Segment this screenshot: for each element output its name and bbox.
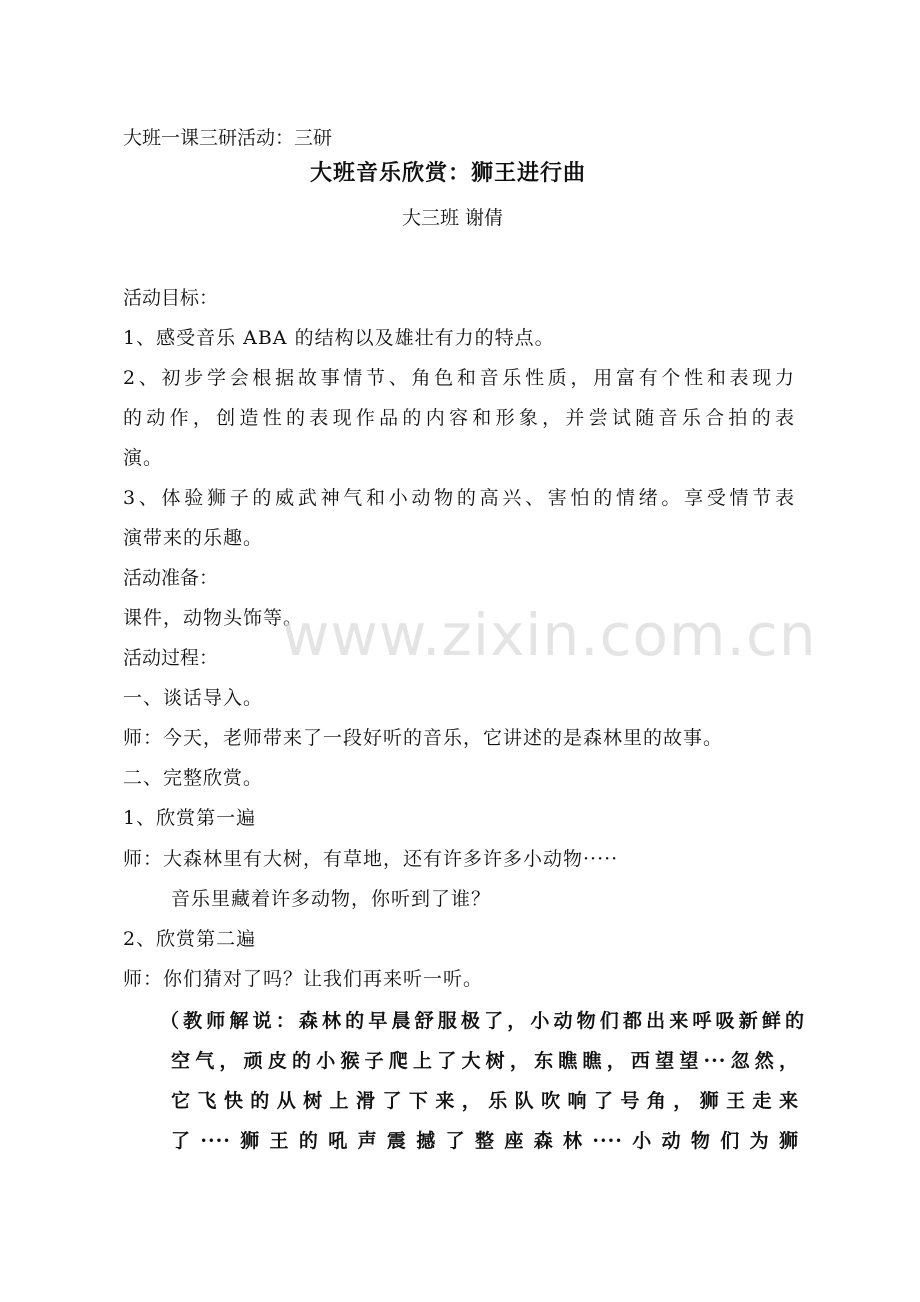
goal-2-line-3: 演。 xyxy=(123,447,164,469)
narration-line-4: 了····狮王的吼声震撼了整座森林····小动物们为狮 xyxy=(171,1130,799,1152)
listen-1: 1、欣赏第一遍 xyxy=(123,807,257,829)
series-label: 大班一课三研活动：三研 xyxy=(123,127,333,149)
narration-line-3: 它飞快的从树上滑了下来，乐队吹响了号角，狮王走来 xyxy=(171,1090,799,1112)
goal-1: 1、感受音乐 ABA 的结构以及雄壮有力的特点。 xyxy=(123,327,555,349)
step-2: 二、完整欣赏。 xyxy=(123,767,264,789)
step-1-teacher-line: 师：今天，老师带来了一段好听的音乐，它讲述的是森林里的故事。 xyxy=(123,727,724,749)
author-line: 大三班 谢倩 xyxy=(402,207,504,229)
document-title: 大班音乐欣赏：狮王进行曲 xyxy=(310,161,587,186)
process-heading: 活动过程： xyxy=(123,647,219,669)
prep-heading: 活动准备： xyxy=(123,567,219,589)
listen-2-teacher-line: 师：你们猜对了吗？让我们再来听一听。 xyxy=(123,968,484,990)
listen-2: 2、欣赏第二遍 xyxy=(123,928,257,950)
listen-1-teacher-line: 师：大森林里有大树，有草地，还有许多许多小动物····· xyxy=(123,848,619,870)
listen-1-question: 音乐里藏着许多动物，你听到了谁？ xyxy=(171,888,492,910)
narration-line-1: （教师解说：森林的早晨舒服极了，小动物们都出来呼吸新鲜的 xyxy=(160,1010,805,1032)
goal-3-line-2: 演带来的乐趣。 xyxy=(123,527,264,549)
prep-text: 课件，动物头饰等。 xyxy=(123,607,304,629)
narration-line-2: 空气，顽皮的小猴子爬上了大树，东瞧瞧，西望望···忽然， xyxy=(171,1050,799,1072)
goal-3-line-1: 3、体验狮子的威武神气和小动物的高兴、害怕的情绪。享受情节表 xyxy=(123,487,795,509)
watermark-logo: www.zixin.com.cn xyxy=(282,601,817,669)
step-1: 一、谈话导入。 xyxy=(123,687,264,709)
goal-2-line-1: 2、初步学会根据故事情节、角色和音乐性质，用富有个性和表现力 xyxy=(123,367,795,389)
goals-heading: 活动目标： xyxy=(123,287,219,309)
goal-2-line-2: 的动作，创造性的表现作品的内容和形象，并尝试随音乐合拍的表 xyxy=(123,407,795,429)
